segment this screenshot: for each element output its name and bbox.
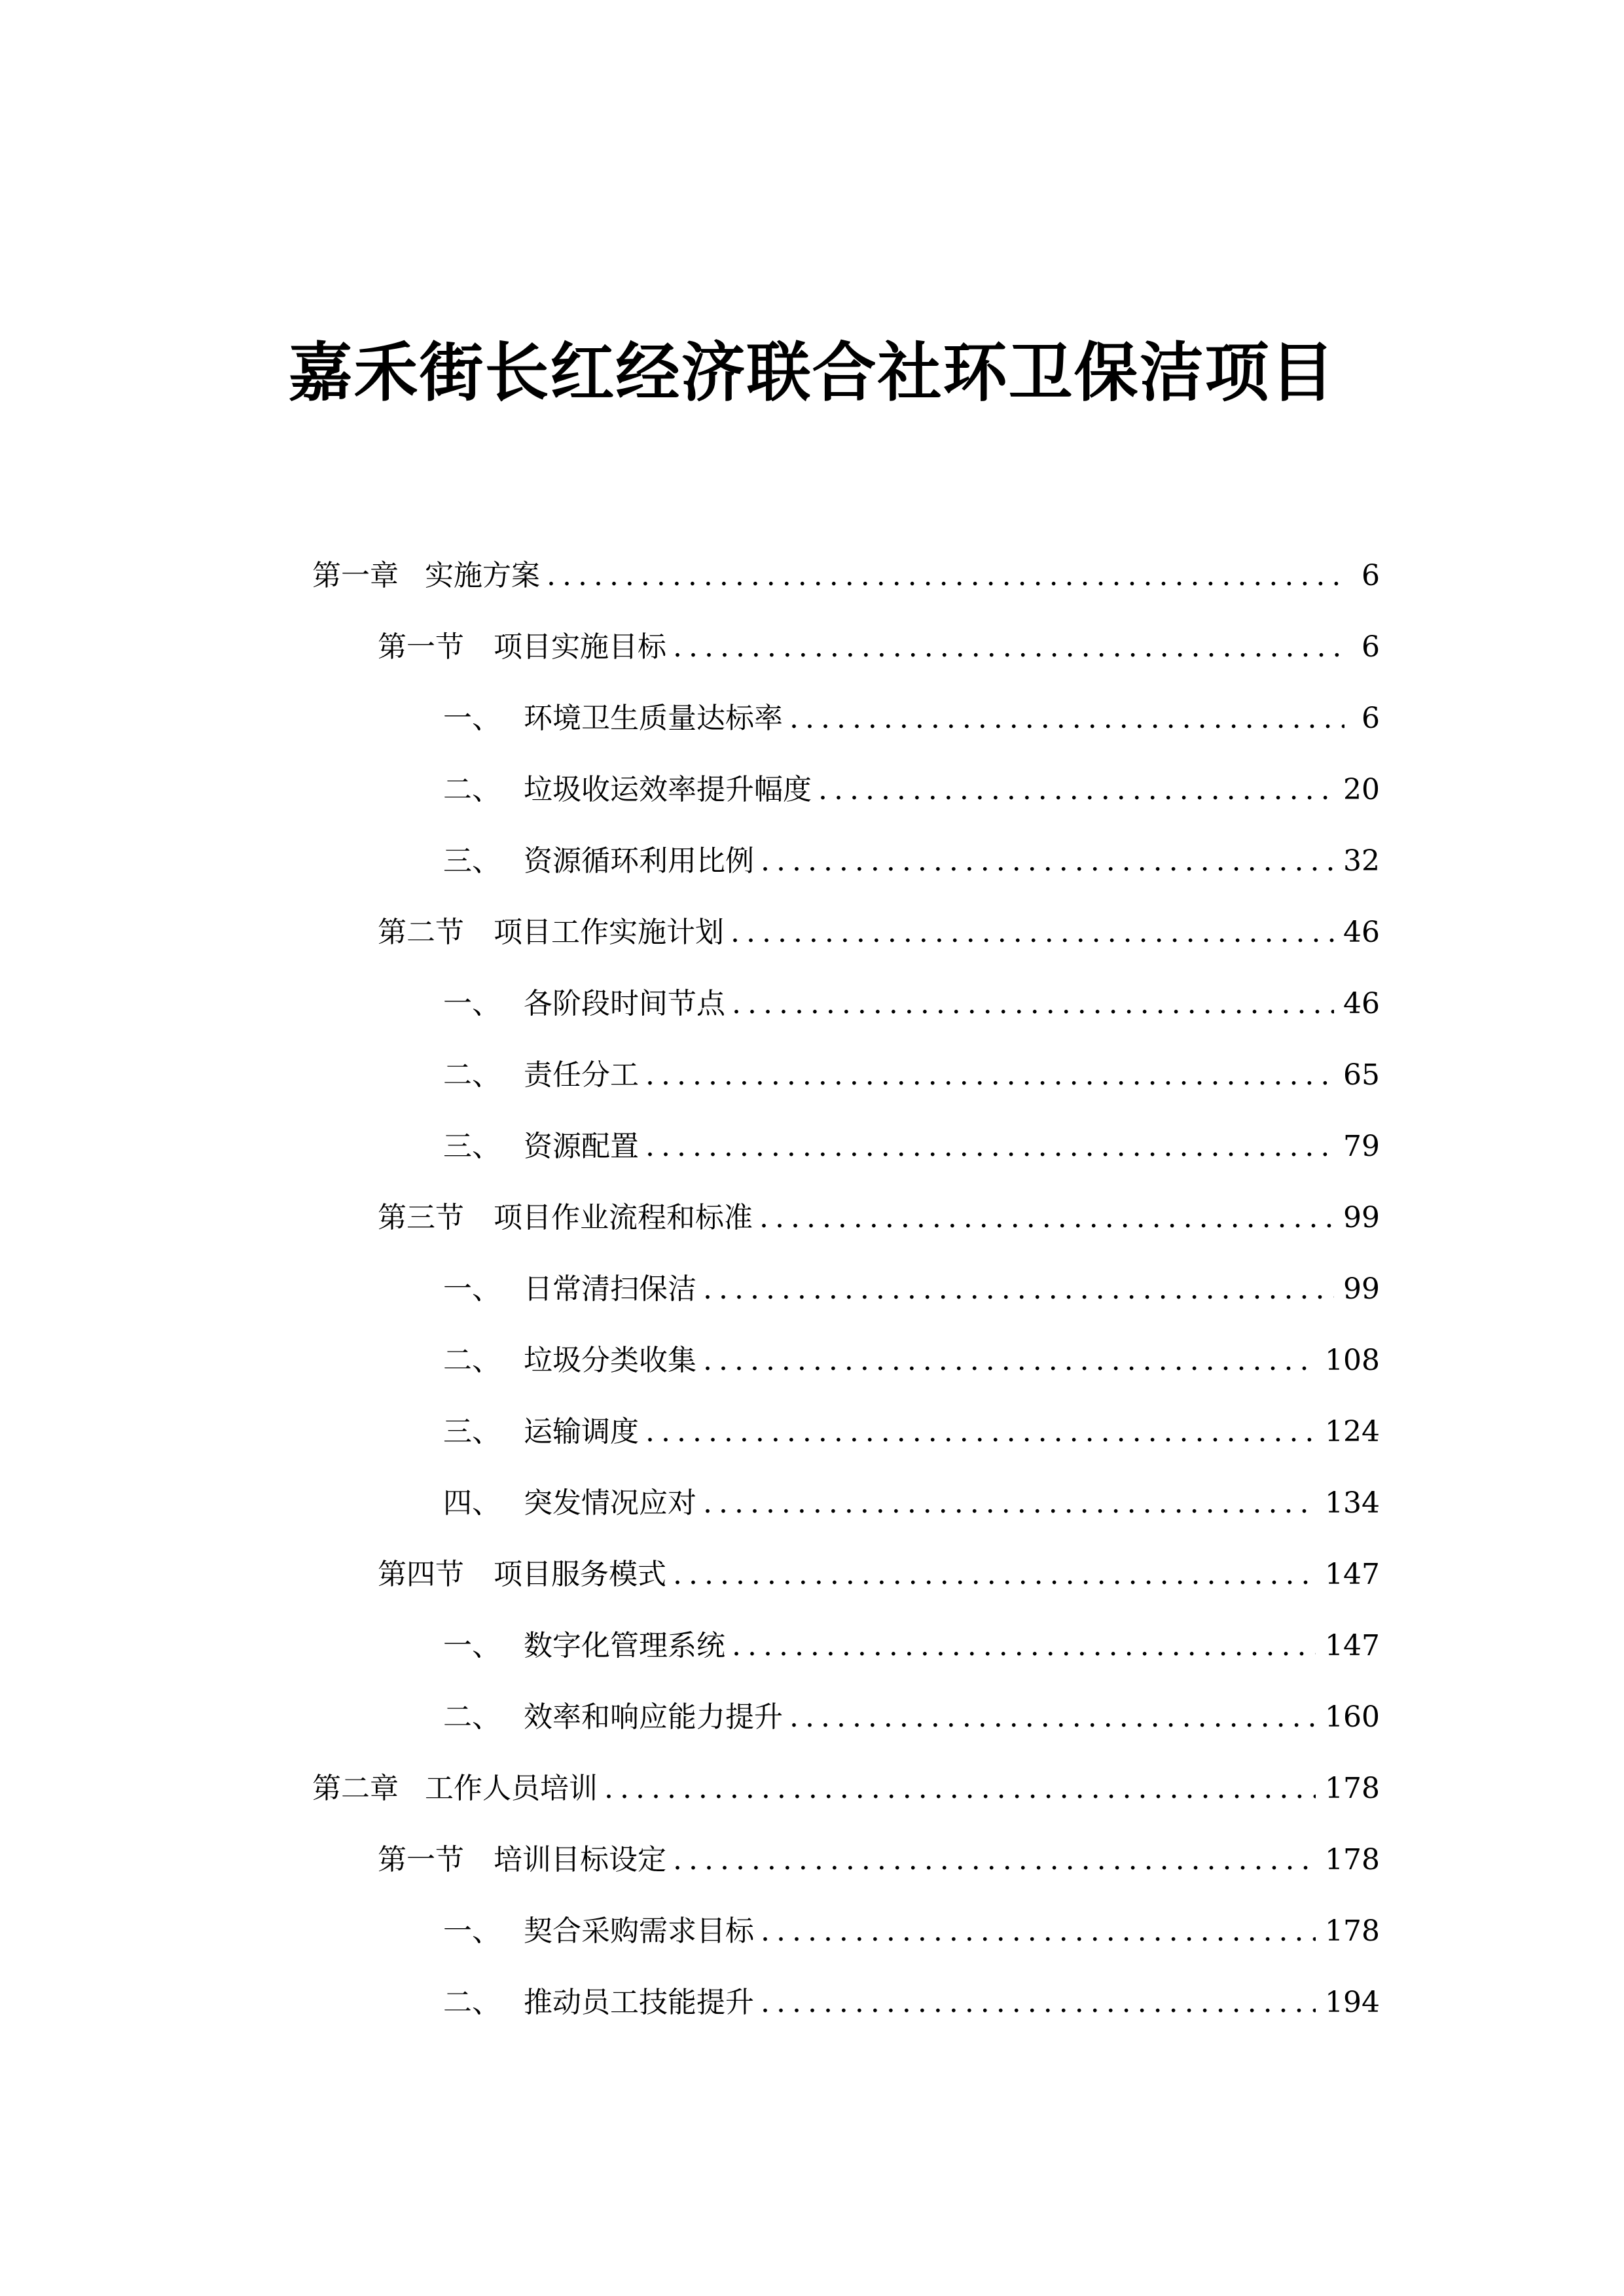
toc-entry-number: 一、 [443, 987, 501, 1020]
toc-entry-page: 178 [1325, 1772, 1380, 1805]
toc-leader-dots [732, 1620, 1316, 1672]
toc-entry-page: 6 [1362, 559, 1380, 592]
toc-entry-number: 三、 [443, 1415, 501, 1448]
toc-entry-text: 项目服务模式 [494, 1558, 666, 1591]
toc-leader-dots [703, 1263, 1334, 1316]
toc-entry[interactable] [312, 1763, 1380, 1815]
toc-entry[interactable] [443, 1406, 1380, 1458]
toc-entry-text: 垃圾分类收集 [524, 1344, 696, 1377]
toc-entry-number: 二、 [443, 773, 501, 806]
toc-entry[interactable] [443, 1620, 1380, 1672]
toc-entry-text: 环境卫生质量达标率 [524, 702, 783, 735]
toc-entry-text: 契合采购需求目标 [524, 1914, 754, 1948]
toc-entry-number: 第一节 [378, 630, 464, 664]
toc-leader-dots [645, 1121, 1334, 1173]
toc-entry-page: 160 [1325, 1700, 1380, 1734]
toc-entry-number: 一、 [443, 1272, 501, 1306]
toc-leader-dots [645, 1049, 1334, 1102]
toc-entry[interactable] [443, 764, 1380, 816]
toc-entry[interactable] [378, 621, 1380, 673]
toc-entry[interactable] [443, 1263, 1380, 1316]
toc-entry-page: 99 [1343, 1201, 1380, 1234]
toc-entry-text: 效率和响应能力提升 [524, 1700, 783, 1734]
toc-entry-text: 资源配置 [524, 1130, 639, 1163]
toc-entry[interactable] [443, 692, 1380, 745]
toc-leader-dots [732, 978, 1334, 1030]
toc-leader-dots [761, 1977, 1316, 2029]
toc-entry[interactable] [443, 1691, 1380, 1744]
toc-entry[interactable] [443, 1477, 1380, 1530]
toc-entry-text: 推动员工技能提升 [524, 1986, 754, 2019]
toc-entry-page: 108 [1325, 1344, 1380, 1377]
toc-entry-text: 培训目标设定 [494, 1843, 666, 1876]
toc-entry[interactable] [443, 835, 1380, 888]
toc-entry[interactable] [443, 1121, 1380, 1173]
toc-entry-text: 突发情况应对 [524, 1486, 696, 1520]
document-title: 嘉禾街长红经济联合社环卫保洁项目 [288, 336, 1336, 410]
toc-entry-number: 第二节 [378, 916, 464, 949]
toc-entry-number: 一、 [443, 1914, 501, 1948]
toc-entry-text: 项目作业流程和标准 [494, 1201, 753, 1234]
toc-leader-dots [703, 1335, 1316, 1387]
toc-entry-page: 46 [1343, 987, 1380, 1020]
toc-entry-page: 20 [1343, 773, 1380, 806]
toc-entry-text: 实施方案 [425, 559, 540, 592]
toc-leader-dots [645, 1406, 1316, 1458]
toc-entry-text: 日常清扫保洁 [524, 1272, 696, 1306]
toc-entry-text: 责任分工 [524, 1058, 639, 1092]
toc-entry-text: 项目工作实施计划 [494, 916, 724, 949]
toc-entry-text: 资源循环利用比例 [524, 844, 754, 878]
toc-entry-number: 第三节 [378, 1201, 464, 1234]
toc-leader-dots [673, 621, 1344, 673]
toc-entry-page: 79 [1343, 1130, 1380, 1163]
toc-entry[interactable] [378, 1834, 1380, 1886]
toc-entry[interactable] [378, 1192, 1380, 1244]
toc-leader-dots [818, 764, 1334, 816]
toc-entry-page: 194 [1325, 1986, 1380, 2019]
toc-entry-text: 垃圾收运效率提升幅度 [524, 773, 812, 806]
toc-entry[interactable] [443, 1905, 1380, 1958]
toc-entry-number: 第二章 [312, 1772, 399, 1805]
toc-entry[interactable] [378, 1549, 1380, 1601]
toc-leader-dots [673, 1549, 1316, 1601]
toc-entry-page: 32 [1343, 844, 1380, 878]
toc-leader-dots [761, 1905, 1316, 1958]
toc-entry[interactable] [443, 1335, 1380, 1387]
toc-entry-number: 第一节 [378, 1843, 464, 1876]
toc-entry-number: 二、 [443, 1344, 501, 1377]
toc-entry-page: 124 [1325, 1415, 1380, 1448]
toc-entry-number: 第一章 [312, 559, 399, 592]
toc-entry-number: 二、 [443, 1058, 501, 1092]
toc-leader-dots [789, 1691, 1316, 1744]
toc-entry-page: 65 [1343, 1058, 1380, 1092]
toc-entry-text: 工作人员培训 [425, 1772, 598, 1805]
toc-entry-page: 178 [1325, 1843, 1380, 1876]
toc-entry-number: 三、 [443, 844, 501, 878]
toc-entry-number: 一、 [443, 1629, 501, 1662]
toc-entry-page: 134 [1325, 1486, 1380, 1520]
toc-entry-number: 二、 [443, 1700, 501, 1734]
toc-entry[interactable] [443, 978, 1380, 1030]
toc-entry-text: 项目实施目标 [494, 630, 666, 664]
toc-leader-dots [789, 692, 1344, 745]
toc-entry-page: 46 [1343, 916, 1380, 949]
toc-entry-page: 147 [1325, 1629, 1380, 1662]
toc-leader-dots [703, 1477, 1316, 1530]
toc-entry-text: 各阶段时间节点 [524, 987, 725, 1020]
toc-entry-page: 6 [1362, 702, 1380, 735]
toc-entry-page: 6 [1362, 630, 1380, 664]
toc-entry[interactable] [443, 1049, 1380, 1102]
toc-leader-dots [604, 1763, 1316, 1815]
toc-entry-page: 147 [1325, 1558, 1380, 1591]
toc-leader-dots [759, 1192, 1334, 1244]
toc-leader-dots [547, 550, 1344, 602]
toc-entry-number: 第四节 [378, 1558, 464, 1591]
toc-entry-page: 178 [1325, 1914, 1380, 1948]
toc-entry-number: 四、 [443, 1486, 501, 1520]
toc-entry-text: 数字化管理系统 [524, 1629, 725, 1662]
toc-entry-number: 一、 [443, 702, 501, 735]
toc-leader-dots [731, 906, 1334, 959]
toc-leader-dots [761, 835, 1334, 888]
toc-entry[interactable] [378, 906, 1380, 959]
toc-entry[interactable] [312, 550, 1380, 602]
toc-entry-number: 三、 [443, 1130, 501, 1163]
toc-leader-dots [673, 1834, 1316, 1886]
toc-entry-number: 二、 [443, 1986, 501, 2019]
toc-entry-page: 99 [1343, 1272, 1380, 1306]
toc-entry-text: 运输调度 [524, 1415, 639, 1448]
toc-entry[interactable] [443, 1977, 1380, 2029]
